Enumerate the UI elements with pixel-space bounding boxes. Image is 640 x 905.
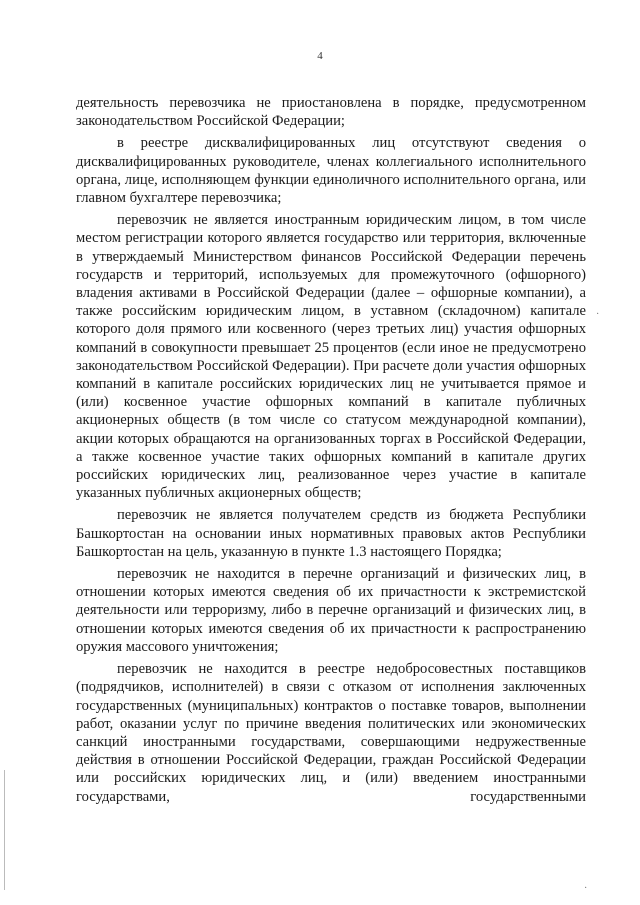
paragraph-unfair-suppliers: перевозчик не находится в реестре недобросовестных поставщиков (подрядчиков, исполнителей) в связи с отказом от исполнения заключенных государственных (муниципальных) контрактов о поставке товаров, выполнении работ, оказании услуг по причине введения политических или экономических санкций иностранными государствами, совершающими недружественные действия в отношении Российской Федерации, граждан Российской Федерации или российских юридических лиц, и (или) введением иностранными государствами, государственными [76,661,586,805]
paragraph-disqualified-persons: в реестре дисквалифицированных лиц отсутствуют сведения о дисквалифицированных руководителе, членах коллегиального исполнительного органа, лице, исполняющем функции единоличного исполнительного органа, или главном бухгалтере перевозчика; [76,135,586,207]
document-body [76,94,586,810]
scan-edge-mark [4,770,5,890]
scan-speck: · [584,883,588,894]
paragraph-extremism-list: перевозчик не находится в перечне организаций и физических лиц, в отношении которых имеются сведения об их причастности к экстремистской деятельности или терроризму, либо в перечне организаций и физических лиц, в отношении которых имеются сведения об их причастности к распространению оружия массового уничтожения; [76,566,586,655]
paragraph-continuation: деятельность перевозчика не приостановлена в порядке, предусмотренном законодательством Российской Федерации; [76,95,586,130]
scan-speck: · [596,309,600,320]
page-number: 4 [317,50,323,62]
paragraph-budget-funds: перевозчик не является получателем средств из бюджета Республики Башкортостан на основании иных нормативных правовых актов Республики Башкортостан на цель, указанную в пункте 1.3 настоящего Порядка; [76,507,586,560]
paragraph-offshore-companies: перевозчик не является иностранным юридическим лицом, в том числе местом регистрации которого является государство или территория, включенные в утверждаемый Министерством финансов Российской Федерации перечень государств и территорий, используемых для промежуточного (офшорного) владения активами в Российской Федерации (далее – офшорные компании), а также российским юридическим лицом, в уставном (складочном) капитале которого доля прямого или косвенного (через третьих лиц) участия офшорных компаний в совокупности превышает 25 процентов (если иное не предусмотрено законодательством Российской Федерации). При расчете доли участия офшорных компаний в капитале российских юридических лиц не учитывается прямое и (или) косвенное участие офшорных компаний в капитале публичных акционерных обществ (в том числе со статусом международной компании), акции которых обращаются на организованных торгах в Российской Федерации, а также косвенное участие таких офшорных компаний в капитале других российских юридических лиц, реализованное через участие в капитале указанных публичных акционерных обществ; [76,212,586,502]
